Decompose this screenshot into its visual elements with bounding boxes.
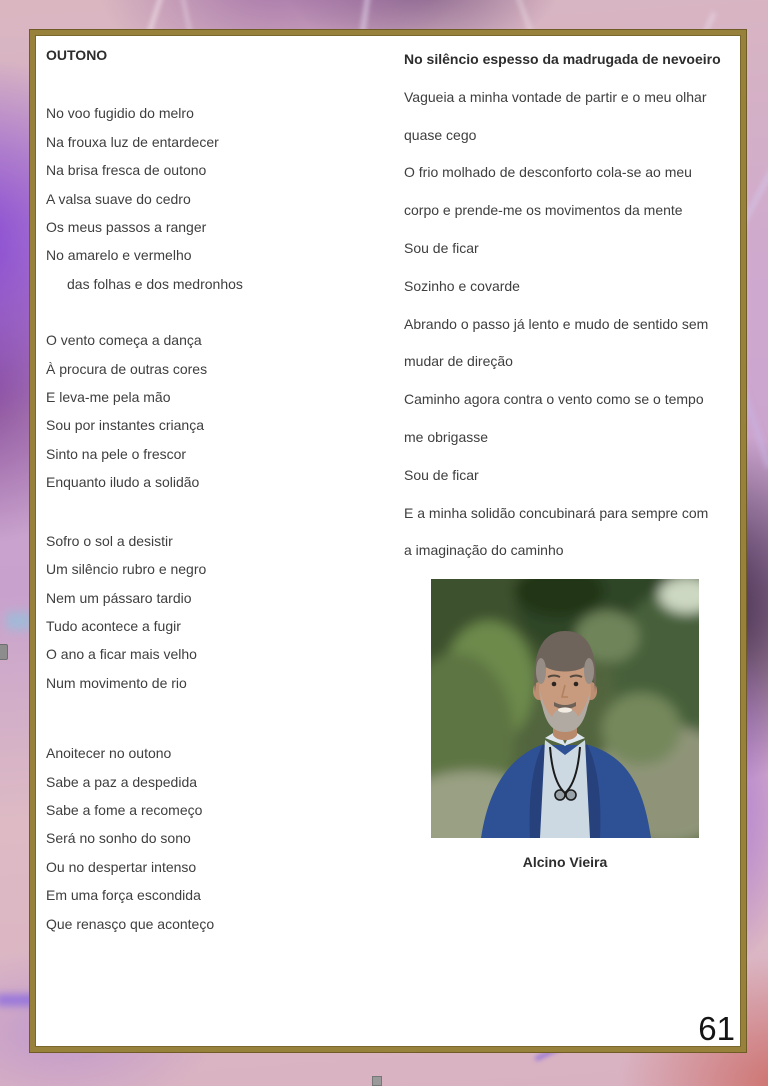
- poem-line: Tudo acontece a fugir: [46, 617, 181, 634]
- poem-line: quase cego: [404, 126, 477, 143]
- author-name-caption: Alcino Vieira: [522, 854, 608, 871]
- stanza: [46, 739, 391, 938]
- poem-line: Anoitecer no outono: [46, 745, 172, 762]
- author-figure: [431, 579, 699, 870]
- left-column: [46, 41, 391, 938]
- poem-line: Sou de ficar: [404, 239, 479, 256]
- poem-line: Caminho agora contra o vento como se o tempo: [404, 391, 704, 408]
- poem-line: Abrando o passo já lento e mudo de sentido sem: [404, 315, 709, 332]
- stanza: [46, 527, 391, 697]
- poem-line: E a minha solidão concubinará para sempre com: [404, 504, 709, 521]
- poem-line: Sozinho e covarde: [404, 277, 520, 294]
- poem-line: Um silêncio rubro e negro: [46, 561, 207, 578]
- poem-line: Sabe a fome a recomeço: [46, 801, 203, 818]
- poem-line: E leva-me pela mão: [46, 389, 171, 406]
- poem-line: Sou de ficar: [404, 466, 479, 483]
- page-number: 61: [698, 1010, 735, 1048]
- poem-title-silencio: No silêncio espesso da madrugada de nevoeiro: [404, 51, 721, 67]
- poem-line: Na frouxa luz de entardecer: [46, 133, 219, 150]
- poem-line: Vagueia a minha vontade de partir e o meu olhar: [404, 88, 707, 105]
- poem-line: Os meus passos a ranger: [46, 219, 207, 236]
- poem-line: Enquanto iludo a solidão: [46, 474, 200, 491]
- poem-line: Sabe a paz a despedida: [46, 773, 198, 790]
- poem-line: No amarelo e vermelho: [46, 247, 192, 264]
- poem-line: A valsa suave do cedro: [46, 190, 191, 207]
- poem-line: Sinto na pele o frescor: [46, 445, 187, 462]
- poem-line: À procura de outras cores: [46, 360, 208, 377]
- poem-line: das folhas e dos medronhos: [67, 275, 243, 292]
- poem-title-outono: OUTONO: [46, 47, 108, 63]
- poem-line: Na brisa fresca de outono: [46, 162, 207, 179]
- author-photo: [431, 579, 699, 838]
- poem-line: corpo e prende-me os movimentos da mente: [404, 202, 683, 219]
- poem-line: O ano a ficar mais velho: [46, 646, 197, 663]
- poem-line: Ou no despertar intenso: [46, 858, 197, 875]
- left-edge-handle[interactable]: [0, 644, 8, 660]
- stanza: [46, 326, 391, 496]
- poem-line: a imaginação do caminho: [404, 542, 564, 559]
- poem-line: Num movimento de rio: [46, 674, 187, 691]
- poem-line: No voo fugidio do melro: [46, 105, 194, 122]
- poem-line: Que renasço que aconteço: [46, 915, 215, 932]
- poem-line: Nem um pássaro tardio: [46, 589, 192, 606]
- poem-line: O vento começa a dança: [46, 332, 202, 349]
- cyan-spot: [6, 612, 32, 630]
- poem-line: mudar de direção: [404, 353, 513, 370]
- poem-line: Sou por instantes criança: [46, 417, 204, 434]
- poem-line: O frio molhado de desconforto cola-se ao meu: [404, 164, 692, 181]
- poem-line: Em uma força escondida: [46, 887, 201, 904]
- right-column: [404, 41, 736, 870]
- poem-line: me obrigasse: [404, 428, 489, 445]
- poem-line: Será no sonho do sono: [46, 830, 191, 847]
- stanza: [46, 99, 391, 298]
- poem-line: Sofro o sol a desistir: [46, 532, 173, 549]
- bottom-edge-handle[interactable]: [372, 1076, 382, 1086]
- document-page: [30, 30, 746, 1052]
